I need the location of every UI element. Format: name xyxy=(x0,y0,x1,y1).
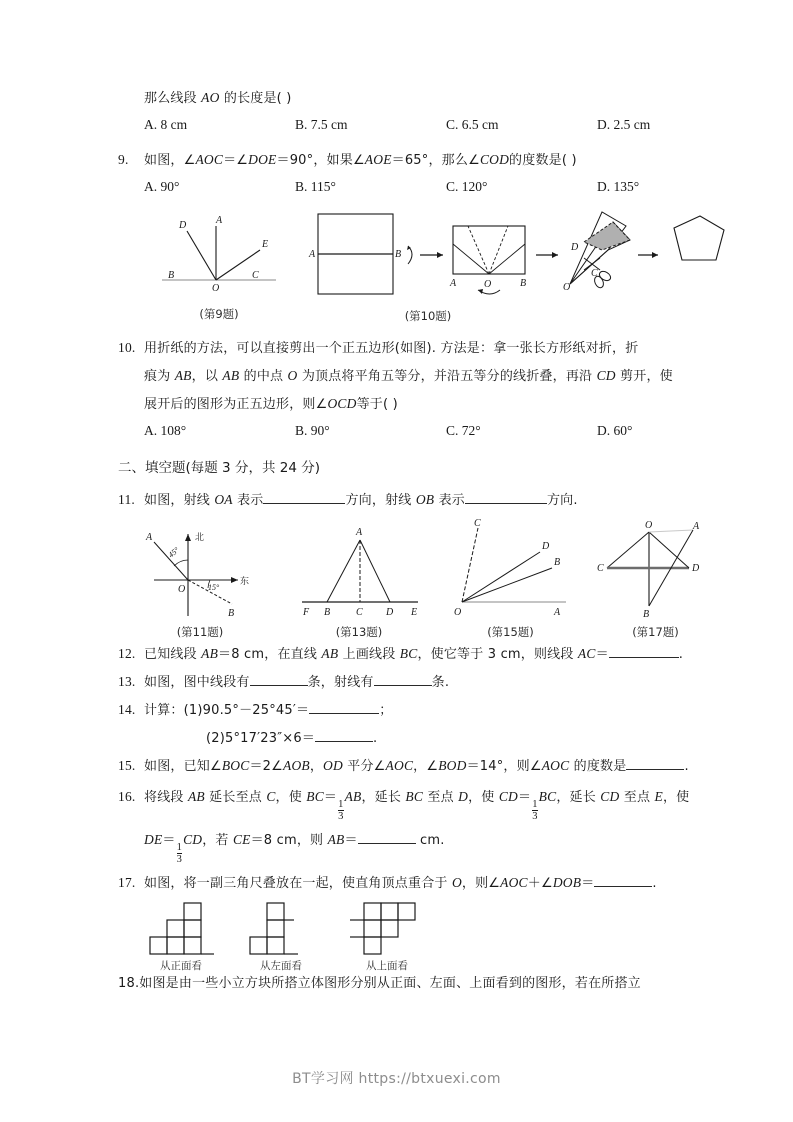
q15-var-aob: AOB xyxy=(283,758,310,773)
q11-text-e: 方向. xyxy=(546,493,578,508)
svg-text:O: O xyxy=(178,584,186,595)
svg-text:F: F xyxy=(303,607,310,618)
svg-text:C: C xyxy=(474,518,481,529)
q8-option-a[interactable]: A. 8 cm xyxy=(144,117,188,132)
question-11-stem xyxy=(118,486,683,514)
svg-text:B: B xyxy=(520,278,527,289)
svg-text:A: A xyxy=(146,532,153,543)
q10-l2-d: 为顶点将平角五等分，并沿五等分的线折叠，再沿 xyxy=(297,369,597,384)
q16-c: ，使 xyxy=(275,790,307,805)
q9-text-c: ＝90°，如果∠ xyxy=(276,153,365,168)
svg-text:B: B xyxy=(324,607,331,618)
q12-d: ，使它等于 3 cm，则线段 xyxy=(417,647,578,662)
q10-var-ocd: OCD xyxy=(327,396,357,411)
figure-question-11 xyxy=(140,518,260,640)
q18-number: 18. xyxy=(118,976,140,992)
question-15 xyxy=(118,752,689,780)
q16-frac2-num: 1 xyxy=(532,799,538,810)
q16-l2-b: ，若 xyxy=(202,833,233,849)
figure-question-10 xyxy=(308,206,683,324)
q9-var-aoe: AOE xyxy=(364,152,392,167)
svg-text:O: O xyxy=(454,607,462,618)
svg-text:B: B xyxy=(228,608,235,619)
q17-e: . xyxy=(652,876,657,892)
svg-text:15°: 15° xyxy=(208,583,220,592)
q9-var-aoc: AOC xyxy=(195,152,224,167)
svg-text:A: A xyxy=(554,607,561,618)
view-label-front: 从正面看 xyxy=(160,960,202,973)
figure-11-caption: (第11题) xyxy=(176,625,224,639)
q16-i: ，延长 xyxy=(556,790,601,805)
q16-frac1-den: 3 xyxy=(338,811,344,823)
q11-var-ob: OB xyxy=(415,492,435,507)
figure-view-front xyxy=(144,903,218,973)
q15-var-aoc2: AOC xyxy=(541,758,570,773)
q16-fraction-1 xyxy=(338,799,343,822)
figure-view-top xyxy=(344,903,430,973)
q8-option-c[interactable]: C. 6.5 cm xyxy=(446,117,499,132)
q8-stem-suffix: 的长度是( ) xyxy=(219,91,292,106)
q17-number: 17. xyxy=(118,875,136,891)
q15-h: . xyxy=(684,759,689,774)
q14-blank-2[interactable] xyxy=(315,741,373,742)
q10-number: 10. xyxy=(118,340,136,355)
svg-text:O: O xyxy=(212,283,220,294)
q12-b: ＝8 cm，在直线 xyxy=(218,647,322,662)
q10-option-c[interactable]: C. 72° xyxy=(446,423,481,438)
question-14-line-2 xyxy=(118,724,683,752)
site-watermark: BT学习网 https://btxuexi.com xyxy=(292,1071,501,1087)
q15-b: ＝2∠ xyxy=(249,759,283,774)
figures-row-11-17 xyxy=(118,518,700,640)
q8-option-d[interactable]: D. 2.5 cm xyxy=(597,117,651,132)
q16-frac1-num: 1 xyxy=(338,799,344,810)
q10-var-ab-1: AB xyxy=(174,368,192,383)
q11-text-b: 表示 xyxy=(232,493,264,508)
q10-option-b[interactable]: B. 90° xyxy=(295,423,330,438)
q10-var-ab-2: AB xyxy=(222,368,240,383)
q9-option-b[interactable]: B. 115° xyxy=(295,179,336,194)
q14-sub2: (2)5°17′23″×6＝ xyxy=(206,731,316,746)
q17-var-dob: DOB xyxy=(552,875,582,891)
q16-h: ＝ xyxy=(518,790,532,805)
q9-number: 9. xyxy=(118,152,129,167)
q16-l2-c: ＝8 cm，则 xyxy=(250,833,328,849)
question-14-line-1 xyxy=(118,696,683,724)
q10-option-a[interactable]: A. 108° xyxy=(144,423,187,438)
q13-blank-1[interactable] xyxy=(250,685,308,686)
q12-var-ab1: AB xyxy=(201,646,219,661)
svg-text:C: C xyxy=(597,563,604,574)
figure-question-15 xyxy=(448,518,573,640)
question-10-line-2 xyxy=(118,362,683,390)
q17-b: ，则∠ xyxy=(461,876,501,892)
q17-var-o: O xyxy=(451,875,462,891)
svg-text:45°: 45° xyxy=(166,545,181,560)
view-label-left: 从左面看 xyxy=(260,960,302,973)
q14-sub1-end: ； xyxy=(379,703,393,718)
q12-e: ＝ xyxy=(595,647,609,662)
svg-text:C: C xyxy=(356,607,363,618)
view-label-top: 从上面看 xyxy=(366,960,408,973)
q16-var-e: E xyxy=(654,789,663,804)
q12-var-ac: AC xyxy=(577,646,596,661)
q16-e: ，延长 xyxy=(361,790,406,805)
q16-fraction-2 xyxy=(532,799,537,822)
q12-a: 已知线段 xyxy=(144,647,202,662)
q16-g: ，使 xyxy=(468,790,499,805)
q16-frac2-den: 3 xyxy=(532,811,538,823)
q15-g: 的度数是 xyxy=(569,759,627,774)
q13-b: 条，射线有 xyxy=(307,675,374,690)
q16-b: 延长至点 xyxy=(204,790,267,805)
svg-text:D: D xyxy=(542,541,550,552)
svg-text:O: O xyxy=(563,282,571,293)
q16-f: 至点 xyxy=(423,790,459,805)
q16-var-bc1: BC xyxy=(306,789,324,804)
q8-stem-prefix: 那么线段 xyxy=(144,91,202,106)
question-13 xyxy=(118,668,683,696)
figures-row-18 xyxy=(118,903,683,973)
question-10-line-1 xyxy=(118,334,683,362)
page-content xyxy=(118,84,700,997)
svg-text:A: A xyxy=(309,249,316,260)
question-9-options xyxy=(118,174,683,200)
q15-number: 15. xyxy=(118,758,136,773)
q15-blank[interactable] xyxy=(626,769,684,770)
q16-var-ab3: AB xyxy=(327,832,345,848)
q16-blank[interactable] xyxy=(358,843,416,844)
figure-9-caption: (第9题) xyxy=(199,307,239,321)
q14-label: 计算： xyxy=(144,703,184,718)
figure-question-9 xyxy=(154,210,284,322)
figure-view-left xyxy=(244,903,318,973)
q9-option-c[interactable]: C. 120° xyxy=(446,179,488,194)
q14-blank-1[interactable] xyxy=(309,713,379,714)
question-10-line-3 xyxy=(118,390,683,418)
svg-text:D: D xyxy=(386,607,394,618)
q16-j: 至点 xyxy=(619,790,655,805)
svg-text:B: B xyxy=(643,609,650,620)
q14-sub2-end: . xyxy=(373,731,378,746)
svg-text:O: O xyxy=(645,520,653,531)
q16-l2-e: cm. xyxy=(415,833,445,849)
question-12 xyxy=(118,640,683,668)
q9-var-cod: COD xyxy=(479,152,510,167)
q13-number: 13. xyxy=(118,674,136,689)
q9-option-a[interactable]: A. 90° xyxy=(144,179,180,194)
q12-f: . xyxy=(678,647,684,662)
question-9-stem xyxy=(118,146,683,174)
q16-frac3-num: 1 xyxy=(176,842,183,854)
q16-var-d: D xyxy=(458,789,469,804)
q13-c: 条. xyxy=(431,675,450,690)
q10-text-line1: 用折纸的方法，可以直接剪出一个正五边形(如图). 方法是：拿一张长方形纸对折，折 xyxy=(144,341,639,356)
svg-text:E: E xyxy=(411,607,418,618)
q9-option-d[interactable]: D. 135° xyxy=(597,179,640,194)
q10-l2-b: ，以 xyxy=(191,369,223,384)
q10-l3-b: 等于( ) xyxy=(356,397,398,412)
svg-text:东: 东 xyxy=(240,577,250,587)
q16-var-bc2: BC xyxy=(405,789,424,804)
svg-text:D: D xyxy=(692,563,700,574)
q9-text-a: 如图，∠ xyxy=(144,153,196,168)
svg-text:北: 北 xyxy=(195,533,205,543)
q12-c: 上画线段 xyxy=(338,647,400,662)
q16-var-cd2: CD xyxy=(600,789,620,804)
q17-a: 如图，将一副三角尺叠放在一起，使直角顶点重合于 xyxy=(144,876,452,892)
q16-k: ，使 xyxy=(662,790,690,805)
q14-number: 14. xyxy=(118,702,136,717)
question-16-line-1 xyxy=(118,780,690,823)
q11-blank-2[interactable] xyxy=(465,503,547,504)
q15-var-bod: BOD xyxy=(438,758,467,773)
svg-text:A: A xyxy=(356,527,363,538)
q8-stem-variable: AO xyxy=(201,90,220,105)
svg-text:E: E xyxy=(262,239,269,250)
q10-option-d[interactable]: D. 60° xyxy=(597,423,633,438)
q18-text: 如图是由一些小立方块所搭立体图形分别从正面、左面、上面看到的图形，若在所搭立 xyxy=(139,976,641,992)
q16-var-bc3: BC xyxy=(538,789,557,804)
q17-blank[interactable] xyxy=(594,886,652,887)
figure-17-caption: (第17题) xyxy=(632,625,679,639)
q16-a: 将线段 xyxy=(144,790,188,805)
svg-text:B: B xyxy=(168,270,175,281)
q17-d: ＝ xyxy=(581,876,595,892)
figure-13-caption: (第13题) xyxy=(335,625,383,639)
q15-var-aoc1: AOC xyxy=(385,758,414,773)
svg-text:D: D xyxy=(179,220,187,231)
question-17 xyxy=(118,869,683,897)
q12-var-ab2: AB xyxy=(321,646,339,661)
q16-fraction-3 xyxy=(177,842,182,865)
q11-number: 11. xyxy=(118,492,135,507)
q14-sub1: (1)90.5°－25°45′＝ xyxy=(183,703,310,718)
q9-text-d: ＝65°，那么∠ xyxy=(391,153,480,168)
question-16-line-2 xyxy=(118,822,683,865)
q9-text-b: ＝∠ xyxy=(223,153,249,168)
q10-var-cd: CD xyxy=(596,368,616,383)
svg-text:A: A xyxy=(693,521,700,532)
q15-c: ， xyxy=(309,759,324,774)
q16-var-cd1: CD xyxy=(498,789,518,804)
figure-question-17 xyxy=(593,518,718,640)
q15-d: 平分∠ xyxy=(342,759,386,774)
svg-text:B: B xyxy=(395,249,402,260)
q12-var-bc: BC xyxy=(399,646,418,661)
q9-text-e: 的度数是( ) xyxy=(509,153,577,168)
q16-l2-d: ＝ xyxy=(344,833,358,849)
q15-f: ＝14°，则∠ xyxy=(466,759,542,774)
q16-var-cd3: CD xyxy=(183,832,203,848)
q16-var-ce: CE xyxy=(232,832,251,848)
figure-10-caption: (第10题) xyxy=(404,309,452,323)
q15-e: ，∠ xyxy=(413,759,439,774)
q16-d: ＝ xyxy=(323,790,338,805)
question-8-options xyxy=(118,112,683,138)
q17-var-aoc: AOC xyxy=(500,875,528,891)
q13-a: 如图，图中线段有 xyxy=(144,675,250,690)
q11-text-c: 方向，射线 xyxy=(345,493,416,508)
q10-l2-c: 的中点 xyxy=(239,369,288,384)
svg-text:O: O xyxy=(484,279,492,290)
q13-blank-2[interactable] xyxy=(374,685,432,686)
q12-blank[interactable] xyxy=(609,657,679,658)
q8-option-b[interactable]: B. 7.5 cm xyxy=(295,117,348,132)
svg-text:C: C xyxy=(591,268,598,279)
q9-var-doe: DOE xyxy=(248,152,277,167)
q16-var-de: DE xyxy=(144,832,163,848)
question-8-stem xyxy=(118,84,683,112)
svg-text:D: D xyxy=(571,242,579,253)
figure-question-13 xyxy=(294,518,424,640)
q16-var-c: C xyxy=(266,789,276,804)
q10-l2-e: 剪开，使 xyxy=(615,369,673,384)
q16-frac3-den: 3 xyxy=(176,854,183,866)
q10-l2-a: 痕为 xyxy=(144,369,175,384)
q15-var-boc: BOC xyxy=(221,758,250,773)
figures-row-9-10 xyxy=(118,206,683,334)
q12-number: 12. xyxy=(118,646,136,661)
q15-var-od: OD xyxy=(323,758,343,773)
q16-var-ab2: AB xyxy=(344,789,362,804)
figure-15-caption: (第15题) xyxy=(487,625,534,639)
svg-text:B: B xyxy=(554,557,561,568)
q16-l2-a: ＝ xyxy=(162,833,176,849)
q15-a: 如图，已知∠ xyxy=(144,759,222,774)
svg-text:A: A xyxy=(216,215,223,226)
q11-text-d: 表示 xyxy=(434,493,465,508)
section-2-heading: 二、填空题(每题 3 分，共 24 分) xyxy=(118,460,320,476)
svg-text:A: A xyxy=(450,278,457,289)
question-10-options xyxy=(118,418,683,444)
q11-blank-1[interactable] xyxy=(263,503,345,504)
q16-var-ab: AB xyxy=(187,789,205,804)
question-18 xyxy=(118,969,683,997)
q11-var-oa: OA xyxy=(214,492,233,507)
q16-number: 16. xyxy=(118,789,136,804)
svg-text:C: C xyxy=(252,270,259,281)
q17-c: ＋∠ xyxy=(527,876,553,892)
q10-var-o: O xyxy=(287,368,298,383)
q10-l3-a: 展开后的图形为正五边形，则∠ xyxy=(144,397,328,412)
q11-text-a: 如图，射线 xyxy=(144,493,215,508)
